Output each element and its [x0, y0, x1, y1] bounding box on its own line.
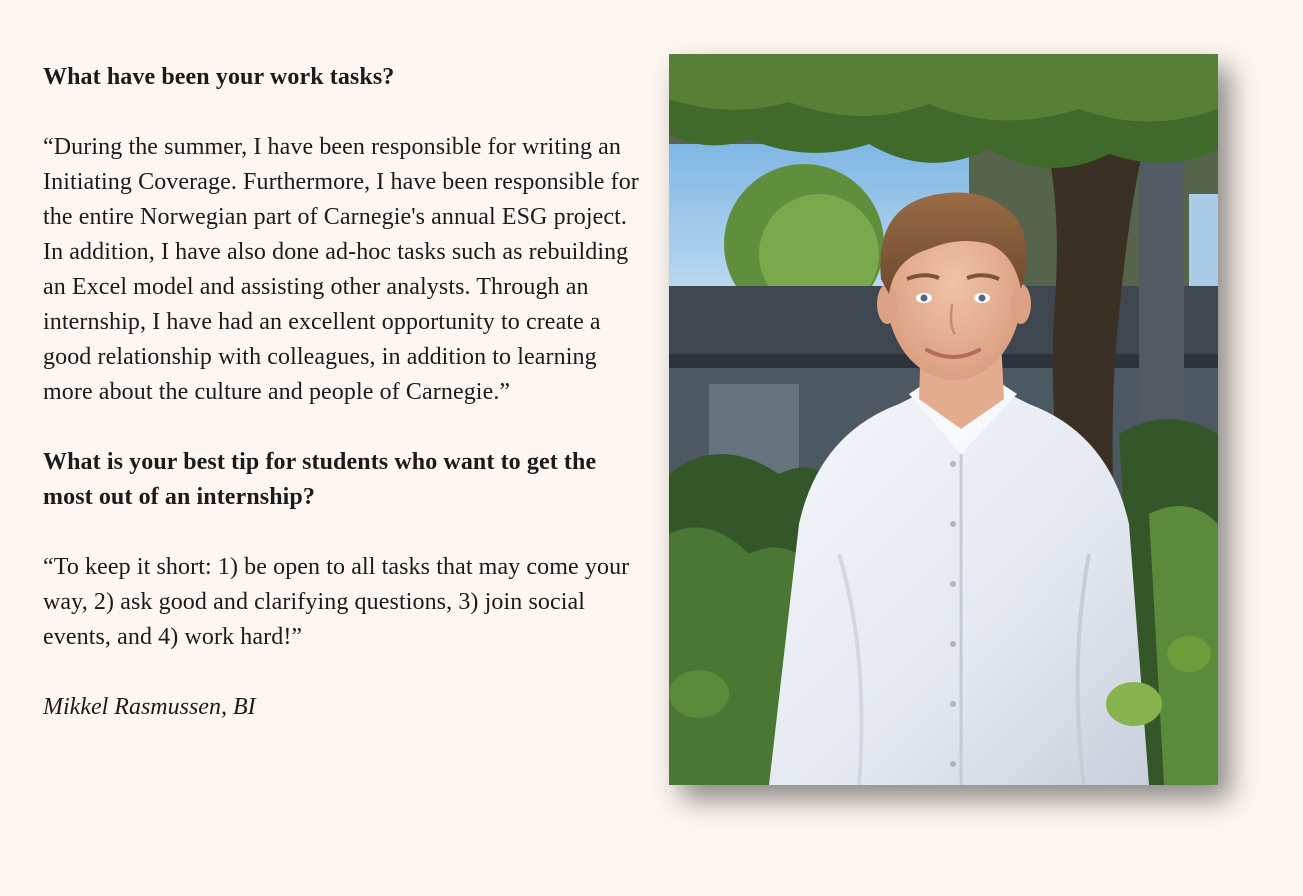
button: [950, 761, 956, 767]
iris-right: [979, 295, 986, 302]
answer-work-tasks: “During the summer, I have been responsible for writing an Initiating Coverage. Furthermore, I have been responsible for the entire Norwegian part of Carnegie's annual ESG project. In addition, I have also done ad-hoc tasks such as rebuilding an Excel model and assisting other analysts. Through an internship, I have had an excellent opportunity to create a good relationship with colleagues, in addition to learning more about the culture and people of Carnegie.”: [43, 134, 639, 405]
button: [950, 581, 956, 587]
button: [950, 641, 956, 647]
ear-right: [1011, 284, 1031, 324]
button: [950, 701, 956, 707]
question-best-tip: What is your best tip for students who want to get the most out of an internship?: [43, 449, 597, 510]
button: [950, 461, 956, 467]
signature: Mikkel Rasmussen, BI: [43, 694, 256, 720]
question-work-tasks: What have been your work tasks?: [43, 64, 395, 90]
leaf: [1106, 682, 1162, 726]
button: [950, 521, 956, 527]
interview-text: [43, 60, 643, 725]
iris-left: [921, 295, 928, 302]
leaf: [669, 670, 729, 718]
leaf: [1167, 636, 1211, 672]
answer-best-tip: “To keep it short: 1) be open to all tasks that may come your way, 2) ask good and clarifying questions, 3) join social events, and 4) work hard!”: [43, 554, 630, 650]
portrait-illustration: [669, 54, 1218, 785]
portrait-photo: [669, 54, 1218, 785]
